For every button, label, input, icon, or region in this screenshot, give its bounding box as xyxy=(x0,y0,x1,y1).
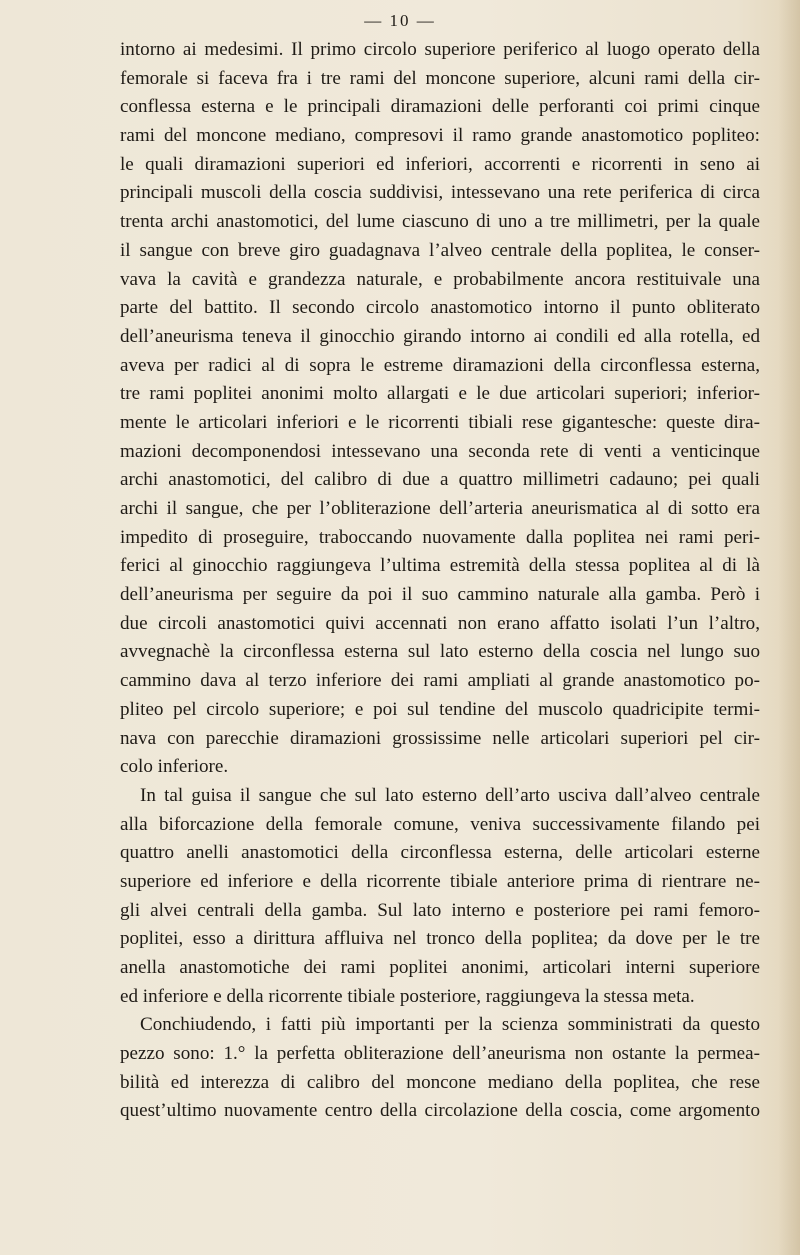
text-line: pliteo pel circolo superiore; e poi sul tendine del muscolo quadricipite termi- xyxy=(120,698,760,720)
text-line: pezzo sono: 1.° la perfetta obliterazione dell’aneurisma non ostante la permea- xyxy=(120,1043,760,1065)
text-line: aveva per radici al di sopra le estreme diramazioni della circonflessa esterna, xyxy=(120,354,760,376)
text-line: alla biforcazione della femorale comune, veniva successivamente filando pei xyxy=(120,813,760,835)
body-text xyxy=(120,36,760,1126)
text-line: tre rami poplitei anonimi molto allargati e le due articolari superiori; inferior- xyxy=(120,383,760,405)
text-line: ferici al ginocchio raggiungeva l’ultima estremità della stessa poplitea al di là xyxy=(120,555,760,577)
text-line: dell’aneurisma teneva il ginocchio girando intorno ai condili ed alla rotella, ed xyxy=(120,325,760,347)
text-line: archi anastomotici, del calibro di due a quattro millimetri cadauno; pei quali xyxy=(120,469,760,491)
text-line: parte del battito. Il secondo circolo anastomotico intorno il punto obliterato xyxy=(120,297,760,319)
text-line: Conchiudendo, i fatti più importanti per la scienza somministrati da questo xyxy=(140,1014,760,1036)
text-line: intorno ai medesimi. Il primo circolo superiore periferico al luogo operato della xyxy=(120,39,760,60)
page-edge-shadow xyxy=(778,0,800,1255)
text-line: gli alvei centrali della gamba. Sul lato interno e posteriore pei rami femoro- xyxy=(120,899,760,921)
text-line: trenta archi anastomotici, del lume ciascuno di uno a tre millimetri, per la quale xyxy=(120,211,760,233)
text-line: cammino dava al terzo inferiore dei rami ampliati al grande anastomotico po- xyxy=(120,670,760,692)
text-line: impedito di proseguire, traboccando nuovamente dalla poplitea nei rami peri- xyxy=(120,526,760,548)
text-line: poplitei, esso a dirittura affluiva nel tronco della poplitea; da dove per le tre xyxy=(120,928,760,950)
text-line: bilità ed interezza di calibro del moncone mediano della poplitea, che rese xyxy=(120,1071,760,1093)
text-line: il sangue con breve giro guadagnava l’alveo centrale della poplitea, le conser- xyxy=(120,239,760,261)
text-line: principali muscoli della coscia suddivisi, intessevano una rete periferica di circa xyxy=(120,182,760,204)
text-line: colo inferiore. xyxy=(120,756,229,778)
text-line: quest’ultimo nuovamente centro della circolazione della coscia, come argomento xyxy=(120,1100,760,1122)
text-line: ed inferiore e della ricorrente tibiale posteriore, raggiungeva la stessa meta. xyxy=(120,985,695,1007)
text-line: dell’aneurisma per seguire da poi il suo cammino naturale alla gamba. Però i xyxy=(120,584,760,606)
text-line: quattro anelli anastomotici della circonflessa esterna, delle articolari esterne xyxy=(120,842,760,864)
text-line: superiore ed inferiore e della ricorrente tibiale anteriore prima di rientrare ne- xyxy=(120,870,760,892)
text-line: In tal guisa il sangue che sul lato esterno dell’arto usciva dall’alveo centrale xyxy=(140,784,760,806)
text-line: vava la cavità e grandezza naturale, e probabilmente ancora restituivale una xyxy=(120,268,760,290)
text-line: rami del moncone mediano, compresovi il ramo grande anastomotico popliteo: xyxy=(120,125,760,147)
text-line: femorale si faceva fra i tre rami del moncone superiore, alcuni rami della cir- xyxy=(120,67,760,89)
paragraph xyxy=(120,782,760,1012)
paragraph xyxy=(120,36,760,782)
paragraph xyxy=(120,1011,760,1126)
page-number: — 10 — xyxy=(364,11,436,30)
text-line: le quali diramazioni superiori ed inferiori, accorrenti e ricorrenti in seno ai xyxy=(120,153,760,175)
text-line: anella anastomotiche dei rami poplitei anonimi, articolari interni superiore xyxy=(120,957,760,978)
text-line: conflessa esterna e le principali diramazioni delle perforanti coi primi cinque xyxy=(120,96,760,118)
text-line: archi il sangue, che per l’obliterazione dell’arteria aneurismatica al di sotto era xyxy=(120,498,760,519)
text-line: avvegnachè la circonflessa esterna sul lato esterno della coscia nel lungo suo xyxy=(120,641,760,663)
text-line: due circoli anastomotici quivi accennati non erano affatto isolati l’un l’altro, xyxy=(120,612,760,634)
text-line: mente le articolari inferiori e le ricorrenti tibiali rese gigantesche: queste dira- xyxy=(120,411,760,433)
text-line: nava con parecchie diramazioni grossissime nelle articolari superiori pel cir- xyxy=(120,727,760,749)
text-line: mazioni decomponendosi intessevano una seconda rete di venti a venticinque xyxy=(120,440,760,462)
